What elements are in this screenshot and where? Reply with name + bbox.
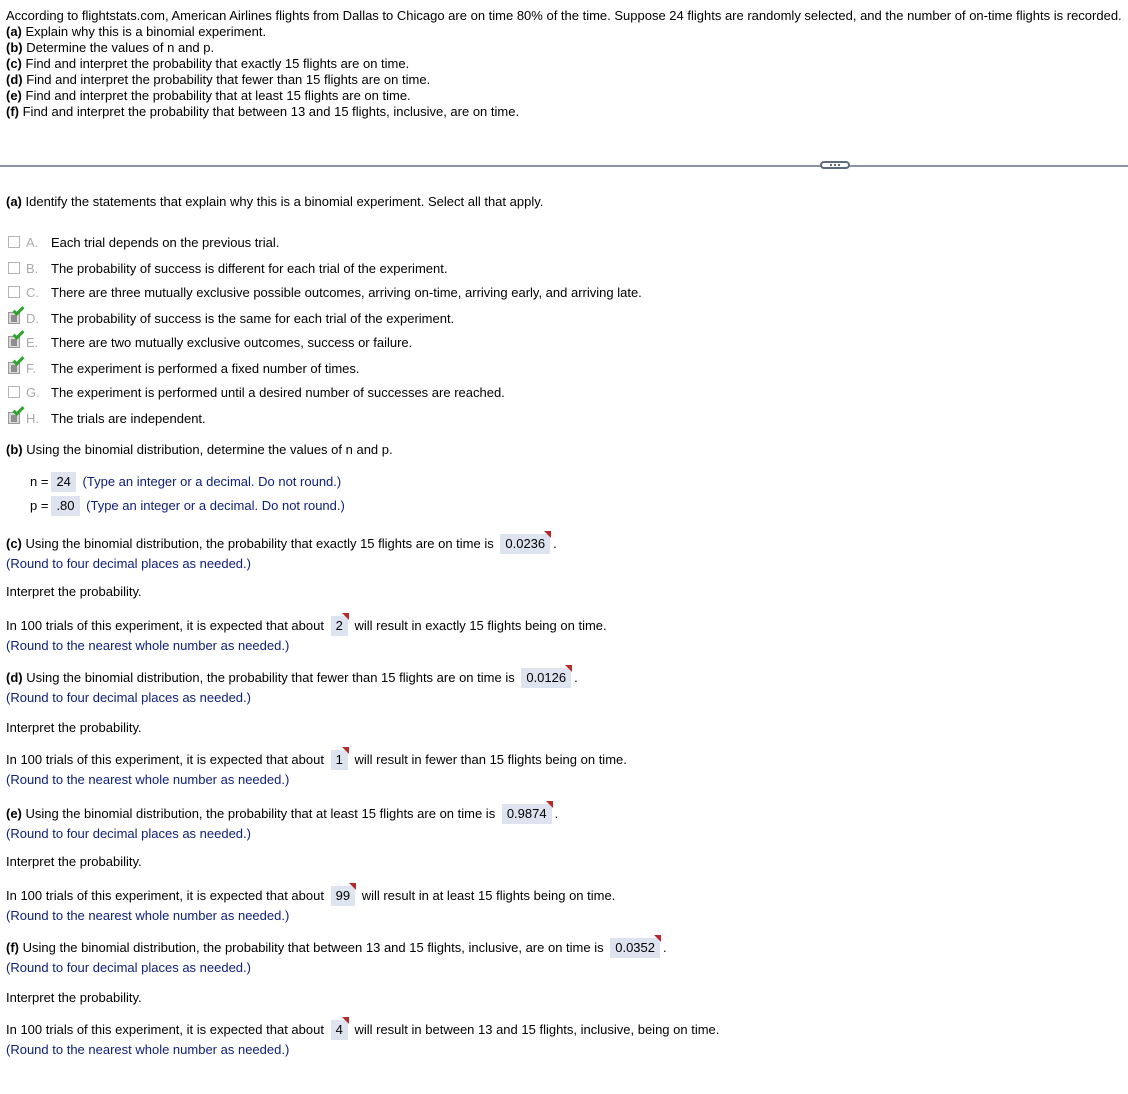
p-row: p = .80 (Type an integer or a decimal. Do not round.) [30,496,345,516]
incorrect-flag-icon [654,935,661,942]
section-divider [0,165,1128,167]
part-f-prompt: (f) Using the binomial distribution, the probability that between 13 and 15 flights, inclusive, are on time is 0.0352 . [6,938,667,958]
incorrect-flag-icon [342,613,349,620]
problem-part-c: (c) Find and interpret the probability that exactly 15 flights are on time. [6,56,410,71]
problem-part-d: (d) Find and interpret the probability that fewer than 15 flights are on time. [6,72,431,87]
option-a[interactable]: A. Each trial depends on the previous trial. [8,234,279,250]
incorrect-flag-icon [546,801,553,808]
part-f-hint2: (Round to the nearest whole number as needed.) [6,1042,290,1057]
part-c-prompt: (c) Using the binomial distribution, the probability that exactly 15 flights are on time is 0.0236 . [6,534,557,554]
incorrect-flag-icon [342,1017,349,1024]
ellipsis-icon [830,164,832,166]
part-c-answer-field[interactable]: 0.0236 [500,534,550,554]
checkmark-icon [12,304,24,316]
checkbox-a[interactable] [8,236,20,248]
option-h[interactable]: H. The trials are independent. [8,410,206,426]
incorrect-flag-icon [349,883,356,890]
part-e-prompt: (e) Using the binomial distribution, the probability that at least 15 flights are on time is 0.9874 . [6,804,558,824]
problem-part-b: (b) Determine the values of n and p. [6,40,215,55]
p-answer-field[interactable]: .80 [51,496,79,516]
part-d-sentence: In 100 trials of this experiment, it is expected that about 1 will result in fewer than 15 flights being on time. [6,750,627,770]
checkmark-icon [12,328,24,340]
option-c[interactable]: C. There are three mutually exclusive possible outcomes, arriving on-time, arriving early, and arriving late. [8,284,642,300]
checkbox-c[interactable] [8,286,20,298]
part-a-prompt: (a) Identify the statements that explain why this is a binomial experiment. Select all that apply. [6,194,544,209]
ellipsis-dot [834,164,836,166]
n-row: n = 24 (Type an integer or a decimal. Do not round.) [30,472,341,492]
expand-more-button[interactable] [820,161,850,169]
checkbox-d[interactable] [8,312,20,324]
option-g[interactable]: G. The experiment is performed until a desired number of successes are reached. [8,384,505,400]
part-d-hint: (Round to four decimal places as needed.) [6,690,251,705]
part-b-prompt: (b) Using the binomial distribution, determine the values of n and p. [6,442,393,457]
problem-part-a: (a) Explain why this is a binomial experiment. [6,24,267,39]
n-answer-field[interactable]: 24 [51,472,75,492]
part-c-hint2: (Round to the nearest whole number as needed.) [6,638,290,653]
checkbox-b[interactable] [8,262,20,274]
incorrect-flag-icon [544,531,551,538]
part-c-expected-field[interactable]: 2 [331,616,348,636]
part-d-interpret: Interpret the probability. [6,720,142,735]
checkbox-g[interactable] [8,386,20,398]
checkmark-icon [12,404,24,416]
part-e-expected-field[interactable]: 99 [331,886,355,906]
checkbox-h[interactable] [8,412,20,424]
part-f-hint: (Round to four decimal places as needed.) [6,960,251,975]
part-f-expected-field[interactable]: 4 [331,1020,348,1040]
part-e-hint2: (Round to the nearest whole number as needed.) [6,908,290,923]
part-c-sentence: In 100 trials of this experiment, it is expected that about 2 will result in exactly 15 flights being on time. [6,616,607,636]
problem-part-e: (e) Find and interpret the probability that at least 15 flights are on time. [6,88,411,103]
option-b[interactable]: B. The probability of success is different for each trial of the experiment. [8,260,447,276]
part-d-answer-field[interactable]: 0.0126 [521,668,571,688]
incorrect-flag-icon [565,665,572,672]
incorrect-flag-icon [342,747,349,754]
option-d[interactable]: D. The probability of success is the same for each trial of the experiment. [8,310,454,326]
part-c-interpret: Interpret the probability. [6,584,142,599]
part-f-sentence: In 100 trials of this experiment, it is expected that about 4 will result in between 13 and 15 flights, inclusive, being on time. [6,1020,719,1040]
part-e-interpret: Interpret the probability. [6,854,142,869]
part-d-expected-field[interactable]: 1 [331,750,348,770]
option-e[interactable]: E. There are two mutually exclusive outcomes, success or failure. [8,334,412,350]
checkbox-e[interactable] [8,336,20,348]
part-e-hint: (Round to four decimal places as needed.) [6,826,251,841]
checkmark-icon [12,354,24,366]
problem-part-f: (f) Find and interpret the probability that between 13 and 15 flights, inclusive, are on time. [6,104,520,119]
part-f-interpret: Interpret the probability. [6,990,142,1005]
part-f-answer-field[interactable]: 0.0352 [610,938,660,958]
part-d-hint2: (Round to the nearest whole number as needed.) [6,772,290,787]
option-f[interactable]: F. The experiment is performed a fixed number of times. [8,360,360,376]
part-c-hint: (Round to four decimal places as needed.) [6,556,251,571]
part-d-prompt: (d) Using the binomial distribution, the probability that fewer than 15 flights are on time is 0.0126 . [6,668,578,688]
problem-intro: According to flightstats.com, American Airlines flights from Dallas to Chicago are on time 80% of the time. Suppose 24 flights are randomly selected, and the number of on-time flights is recorded. [6,8,1122,23]
checkbox-f[interactable] [8,362,20,374]
part-e-answer-field[interactable]: 0.9874 [502,804,552,824]
ellipsis-dot [838,164,840,166]
part-e-sentence: In 100 trials of this experiment, it is expected that about 99 will result in at least 15 flights being on time. [6,886,615,906]
